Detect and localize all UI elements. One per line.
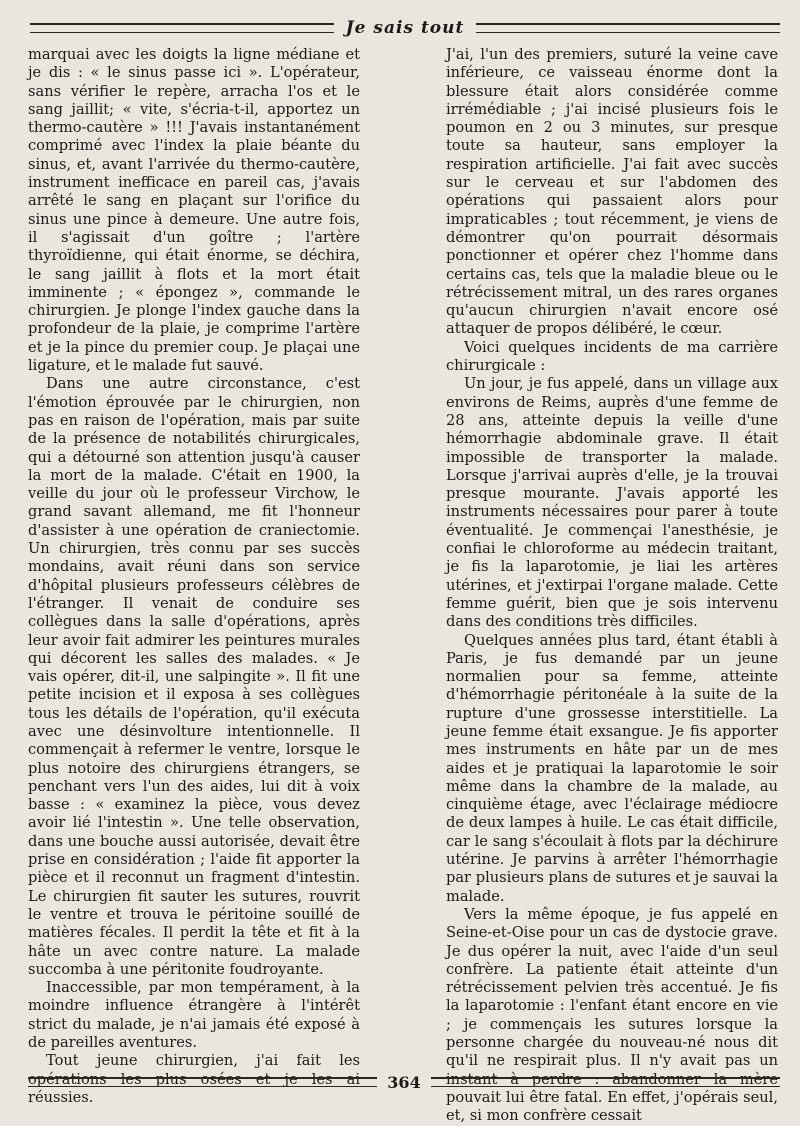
magazine-title: Je sais tout <box>345 18 465 38</box>
header-rule-right <box>476 23 780 33</box>
paragraph: marquai avec les doigts la ligne médiane et je dis : « le sinus passe ici ». L'opérateur, sans vérifier le repère, arracha l'os et le sang jaillit; « vite, s'écria-t-il, apportez un thermo-cautère » !!! J'avais instantanément comprimé avec l'index la plaie béante du sinus, et, avant l'arrivée du thermo-cautère, instrument inefficace en pareil cas, j'avais arrêté le sang en plaçant sur l'orifice du sinus une pince à demeure. Une autre fois, il s'agissait d'un goître ; l'artère thyroïdienne, qui était énorme, se déchira, le sang jaillit à flots et la mort était imminente ; « épongez », commande le chirurgien. Je plonge l'index gauche dans la profondeur de la plaie, je comprime l'artère et je la pince du premier coup. Je plaçai une ligature, et le malade fut sauvé. <box>28 46 360 375</box>
paragraph: Vers la même époque, je fus appelé en Seine-et-Oise pour un cas de dystocie grave. Je dus opérer la nuit, avec l'aide d'un seul confrère. La patiente était atteinte d'un rétrécissement pelvien très accentué. Je fis la laparotomie : l'enfant étant encore en vie ; je commençais les sutures lorsque la personne chargée du nouveau-né nous dit qu'il ne respirait plus. Il n'y avait pas un instant à perdre : abandonner la mère pouvait lui être fatal. En effet, j'opérais seul, et, si mon confrère cessait <box>446 905 778 1125</box>
left-column <box>28 46 360 1106</box>
header-rule-left <box>30 23 334 33</box>
page-number: 364 <box>387 1072 421 1092</box>
paragraph: Un jour, je fus appelé, dans un village aux environs de Reims, auprès d'une femme de 28 ans, atteinte depuis la veille d'une hémorrhagie abdominale grave. Il était impossible de transporter la malade. Lorsque j'arrivai auprès d'elle, je la trouvai presque mourante. J'avais apporté les instruments nécessaires pour parer à toute éventualité. Je commençai l'anesthésie, je confiai le chloroforme au médecin traitant, je fis la laparotomie, je liai les artères utérines, et j'extirpai l'organe malade. Cette femme guérit, bien que je sois intervenu dans des conditions très difficiles. <box>446 375 778 631</box>
paragraph: J'ai, l'un des premiers, suturé la veine cave inférieure, ce vaisseau énorme dont la blessure était alors considérée comme irrémédiable ; j'ai incisé plusieurs fois le poumon en 2 ou 3 minutes, sur presque toute sa hauteur, sans employer la respiration artificielle. J'ai fait avec succès sur le cerveau et sur l'abdomen des opérations qui passaient alors pour impraticables ; tout récemment, je viens de démontrer qu'on pourrait désormais ponctionner et opérer chez l'homme dans certains cas, tels que la maladie bleue ou le rétrécissement mitral, un des rares organes qu'aucun chirurgien n'avait encore osé attaquer de propos délibéré, le cœur. <box>446 46 778 338</box>
running-header <box>30 14 780 42</box>
paragraph: Voici quelques incidents de ma carrière chirurgicale : <box>446 338 778 375</box>
paragraph: Tout jeune chirurgien, j'ai fait les opérations les plus osées et je les ai réussies. <box>28 1052 360 1106</box>
paragraph: Inaccessible, par mon tempérament, à la moindre influence étrangère à l'intérêt strict du malade, je n'ai jamais été exposé à de pareilles aventures. <box>28 979 360 1052</box>
page-footer <box>28 1069 780 1095</box>
paragraph: Dans une autre circonstance, c'est l'émotion éprouvée par le chirurgien, non pas en raison de l'opération, mais par suite de la présence de notabilités chirurgicales, qui a détourné son attention jusqu'à causer la mort de la malade. C'était en 1900, la veille du jour où le professeur Virchow, le grand savant allemand, me fit l'honneur d'assister à une opération de craniectomie. Un chirurgien, très connu par ses succès mondains, avait réuni dans son service d'hôpital plusieurs professeurs célèbres de l'étranger. Il venait de conduire ses collègues dans la salle d'opérations, après leur avoir fait admirer les peintures murales qui décorent les salles des malades. « Je vais opérer, dit-il, une salpingite ». Il fit une petite incision et il exposa à ses collègues tous les détails de l'opération, qu'il exécuta avec une désinvolture intentionnelle. Il commençait à refermer le ventre, lorsque le plus notoire des chirurgiens étrangers, se penchant vers l'un des aides, lui dit à voix basse : « examinez la pièce, vous devez avoir lié l'intestin ». Une telle observation, dans une bouche aussi autorisée, devait être prise en considération ; l'aide fit apporter la pièce et il reconnut un fragment d'intestin. Le chirurgien fit sauter les sutures, rouvrit le ventre et trouva le péritoine souillé de matières fécales. Il perdit la tête et fit à la hâte un avec contre nature. La malade succomba à une péritonite foudroyante. <box>28 375 360 978</box>
footer-rule-right <box>431 1077 780 1087</box>
paragraph: Quelques années plus tard, étant établi à Paris, je fus demandé par un jeune normalien pour sa femme, atteinte d'hémorrhagie péritonéale à la suite de la rupture d'une grossesse interstitielle. La jeune femme était exsangue. Je fis apporter mes instruments en hâte par un de mes aides et je pratiquai la laparotomie le soir même dans la chambre de la malade, au cinquième étage, avec l'éclairage médiocre de deux lampes à huile. Le cas était difficile, car le sang s'écoulait à flots par la déchirure utérine. Je parvins à arrêter l'hémorrhagie par plusieurs plans de sutures et je sauvai la malade. <box>446 631 778 905</box>
right-column <box>446 46 778 1125</box>
footer-rule-left <box>28 1077 377 1087</box>
